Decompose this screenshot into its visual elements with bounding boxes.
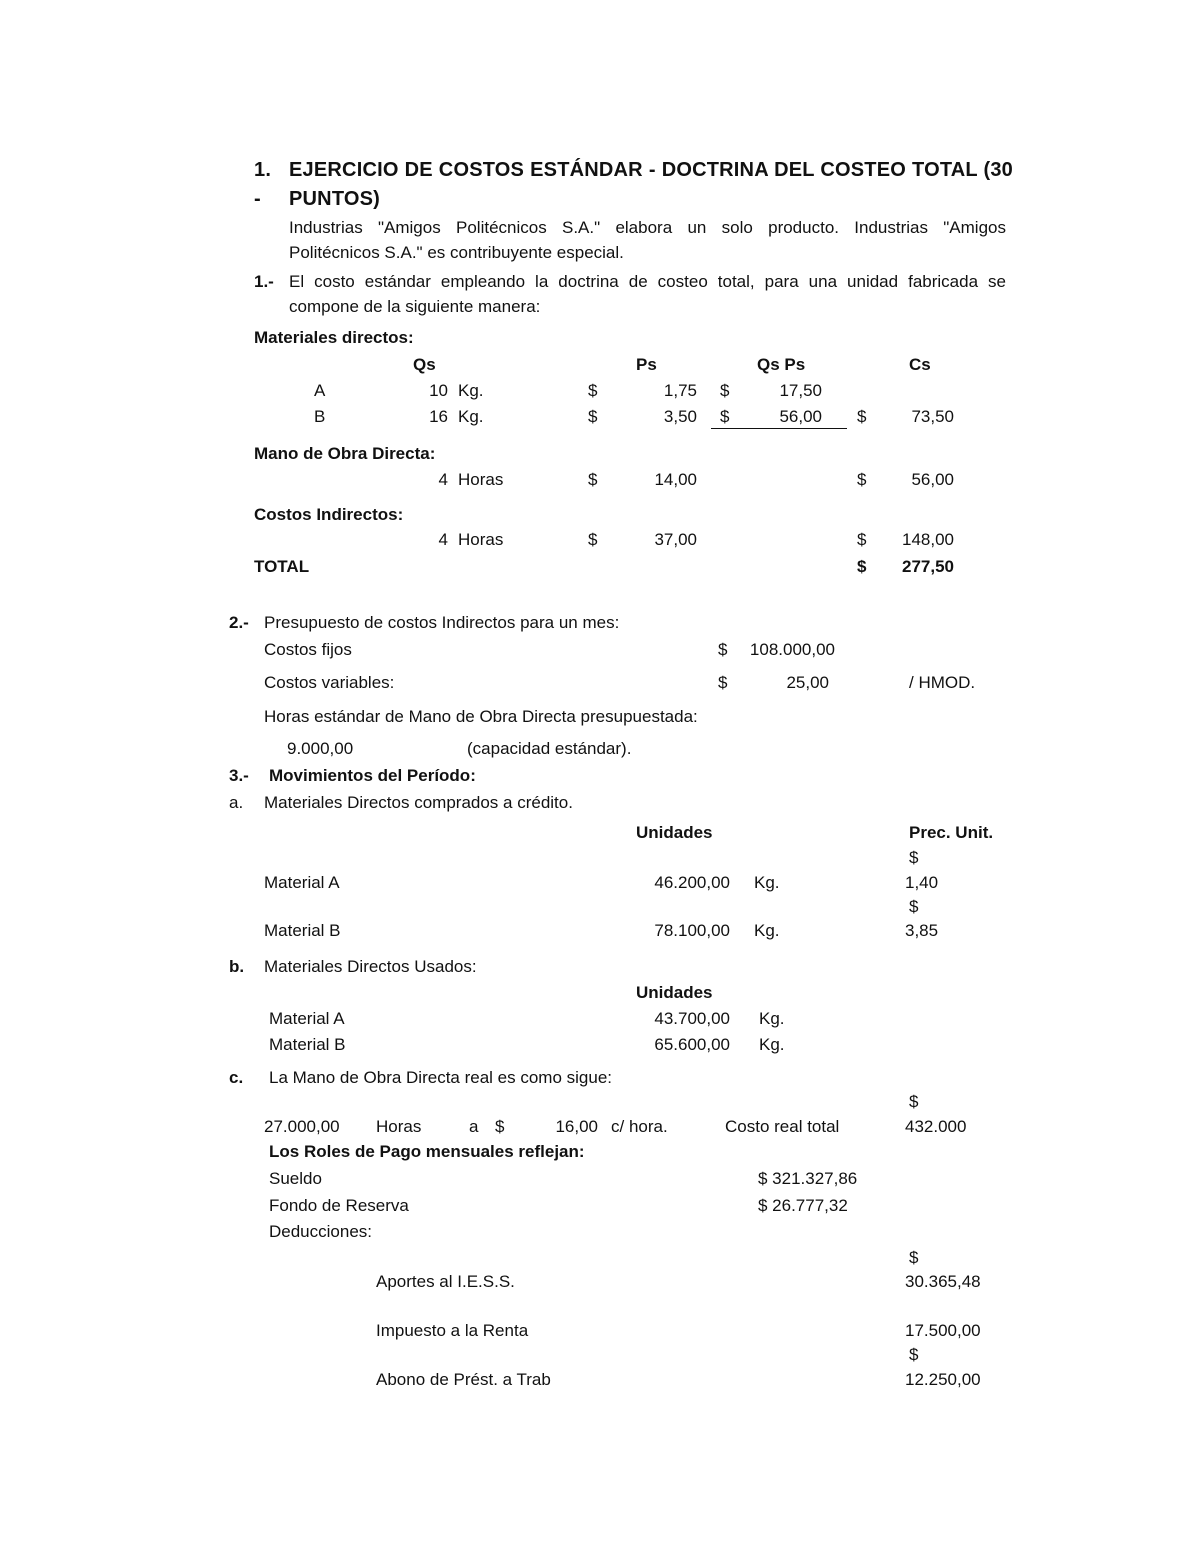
title-dash: - bbox=[254, 188, 261, 210]
fixed-costs-label: Costos fijos bbox=[264, 640, 352, 659]
material-qty: 10 bbox=[429, 381, 448, 400]
indirect-qty: 4 bbox=[438, 530, 448, 549]
currency-symbol: $ bbox=[857, 530, 867, 549]
reserve-label: Fondo de Reserva bbox=[269, 1196, 409, 1215]
indirect-unit: Horas bbox=[458, 530, 504, 549]
labor-rate: 14,00 bbox=[654, 470, 697, 489]
item-number: 2.- bbox=[229, 613, 249, 632]
section-number: 1. bbox=[254, 159, 272, 181]
material-label: Material B bbox=[264, 921, 341, 940]
real-cost-label: Costo real total bbox=[725, 1117, 840, 1136]
item-letter: a. bbox=[229, 793, 244, 812]
col-units: Unidades bbox=[636, 823, 713, 842]
col-units: Unidades bbox=[636, 983, 713, 1002]
currency-symbol: $ bbox=[857, 407, 867, 426]
deduction-label: Aportes al I.E.S.S. bbox=[376, 1272, 515, 1291]
currency-symbol: $ bbox=[588, 381, 598, 400]
item-letter: b. bbox=[229, 957, 245, 976]
labor-real-title: La Mano de Obra Directa real es como sigue: bbox=[269, 1068, 613, 1087]
deductions-label: Deducciones: bbox=[269, 1222, 373, 1241]
material-unit: Kg. bbox=[458, 407, 484, 426]
variable-costs-unit: / HMOD. bbox=[909, 673, 976, 692]
intro-line-1: Industrias "Amigos Politécnicos S.A." elabora un solo producto. Industrias "Amigos bbox=[289, 218, 1006, 237]
indirect-heading: Costos Indirectos: bbox=[254, 505, 404, 524]
standard-cost-text: El costo estándar empleando la doctrina de costeo total, para una unidad fabricada se bbox=[289, 272, 1006, 291]
real-rate-unit: c/ hora. bbox=[611, 1117, 668, 1136]
used-units: 65.600,00 bbox=[654, 1035, 730, 1054]
used-materials-title: Materiales Directos Usados: bbox=[264, 957, 477, 976]
unit-price: 1,40 bbox=[905, 873, 939, 892]
currency-symbol: $ bbox=[909, 897, 919, 916]
material-label: B bbox=[314, 407, 326, 426]
total-value: 277,50 bbox=[902, 557, 954, 576]
labor-cost: 56,00 bbox=[911, 470, 954, 489]
currency-symbol: $ bbox=[857, 557, 867, 576]
real-cost-value: 432.000 bbox=[905, 1117, 967, 1136]
labor-unit: Horas bbox=[458, 470, 504, 489]
total-label: TOTAL bbox=[254, 557, 310, 576]
materials-cost-total: 73,50 bbox=[911, 407, 954, 426]
unit-of-measure: Kg. bbox=[754, 921, 780, 940]
payroll-heading: Los Roles de Pago mensuales reflejan: bbox=[269, 1142, 585, 1161]
standard-hours-value: 9.000,00 bbox=[287, 739, 354, 758]
currency-symbol: $ bbox=[588, 470, 598, 489]
currency-symbol: $ bbox=[718, 640, 728, 659]
currency-symbol: $ bbox=[718, 673, 728, 692]
unit-price: 3,85 bbox=[905, 921, 939, 940]
purchased-units: 46.200,00 bbox=[654, 873, 730, 892]
labor-qty: 4 bbox=[438, 470, 448, 489]
unit-of-measure: Kg. bbox=[759, 1009, 785, 1028]
used-units: 43.700,00 bbox=[654, 1009, 730, 1028]
currency-symbol: $ bbox=[495, 1117, 505, 1136]
fixed-costs-value: 108.000,00 bbox=[749, 640, 835, 659]
standard-cost-text-cont: compone de la siguiente manera: bbox=[289, 297, 541, 316]
qs-ps-value: 56,00 bbox=[779, 407, 822, 426]
real-rate: 16,00 bbox=[555, 1117, 598, 1136]
purchased-units: 78.100,00 bbox=[654, 921, 730, 940]
item-letter: c. bbox=[229, 1068, 244, 1087]
item-number: 3.- bbox=[229, 766, 249, 785]
standard-hours-note: (capacidad estándar). bbox=[467, 739, 632, 758]
col-unit-price: Prec. Unit. bbox=[909, 823, 994, 842]
materials-heading: Materiales directos: bbox=[254, 328, 414, 347]
unit-of-measure: Kg. bbox=[759, 1035, 785, 1054]
deduction-value: 17.500,00 bbox=[905, 1321, 981, 1340]
currency-symbol: $ bbox=[720, 381, 730, 400]
material-label: Material A bbox=[269, 1009, 345, 1028]
indirect-rate: 37,00 bbox=[654, 530, 697, 549]
deduction-label: Impuesto a la Renta bbox=[376, 1321, 529, 1340]
material-label: A bbox=[314, 381, 326, 400]
standard-price: 3,50 bbox=[663, 407, 697, 426]
budget-title: Presupuesto de costos Indirectos para un mes: bbox=[264, 613, 620, 632]
material-label: Material A bbox=[264, 873, 340, 892]
col-qsps: Qs Ps bbox=[757, 355, 806, 374]
unit-of-measure: Kg. bbox=[754, 873, 780, 892]
exercise-title-cont: PUNTOS) bbox=[289, 188, 381, 210]
purchases-title: Materiales Directos comprados a crédito. bbox=[264, 793, 573, 812]
currency-symbol: $ bbox=[909, 1092, 919, 1111]
currency-symbol: $ bbox=[909, 1248, 919, 1267]
variable-costs-value: 25,00 bbox=[786, 673, 829, 692]
currency-symbol: $ bbox=[588, 530, 598, 549]
col-qs: Qs bbox=[413, 355, 436, 374]
material-unit: Kg. bbox=[458, 381, 484, 400]
salary-value: $ 321.327,86 bbox=[758, 1169, 858, 1188]
variable-costs-label: Costos variables: bbox=[264, 673, 395, 692]
labor-heading: Mano de Obra Directa: bbox=[254, 444, 436, 463]
material-label: Material B bbox=[269, 1035, 346, 1054]
col-cs: Cs bbox=[909, 355, 931, 374]
col-ps: Ps bbox=[636, 355, 657, 374]
standard-hours-label: Horas estándar de Mano de Obra Directa presupuestada: bbox=[264, 707, 698, 726]
currency-symbol: $ bbox=[720, 407, 730, 426]
real-hours-unit: Horas bbox=[376, 1117, 422, 1136]
currency-symbol: $ bbox=[909, 1345, 919, 1364]
deduction-value: 30.365,48 bbox=[905, 1272, 981, 1291]
salary-label: Sueldo bbox=[269, 1169, 322, 1188]
reserve-value: $ 26.777,32 bbox=[758, 1196, 848, 1215]
item-number: 1.- bbox=[254, 272, 274, 291]
deduction-label: Abono de Prést. a Trab bbox=[376, 1370, 551, 1389]
currency-symbol: $ bbox=[857, 470, 867, 489]
currency-symbol: $ bbox=[909, 848, 919, 867]
material-qty: 16 bbox=[429, 407, 448, 426]
standard-price: 1,75 bbox=[663, 381, 697, 400]
currency-symbol: $ bbox=[588, 407, 598, 426]
movements-title: Movimientos del Período: bbox=[269, 766, 476, 785]
intro-line-2: Politécnicos S.A." es contribuyente especial. bbox=[289, 243, 624, 262]
exercise-title: EJERCICIO DE COSTOS ESTÁNDAR - DOCTRINA DEL COSTEO TOTAL (30 bbox=[289, 159, 1013, 181]
indirect-cost: 148,00 bbox=[902, 530, 954, 549]
real-hours: 27.000,00 bbox=[264, 1117, 340, 1136]
qs-ps-value: 17,50 bbox=[779, 381, 822, 400]
at-label: a bbox=[469, 1117, 479, 1136]
deduction-value: 12.250,00 bbox=[905, 1370, 981, 1389]
